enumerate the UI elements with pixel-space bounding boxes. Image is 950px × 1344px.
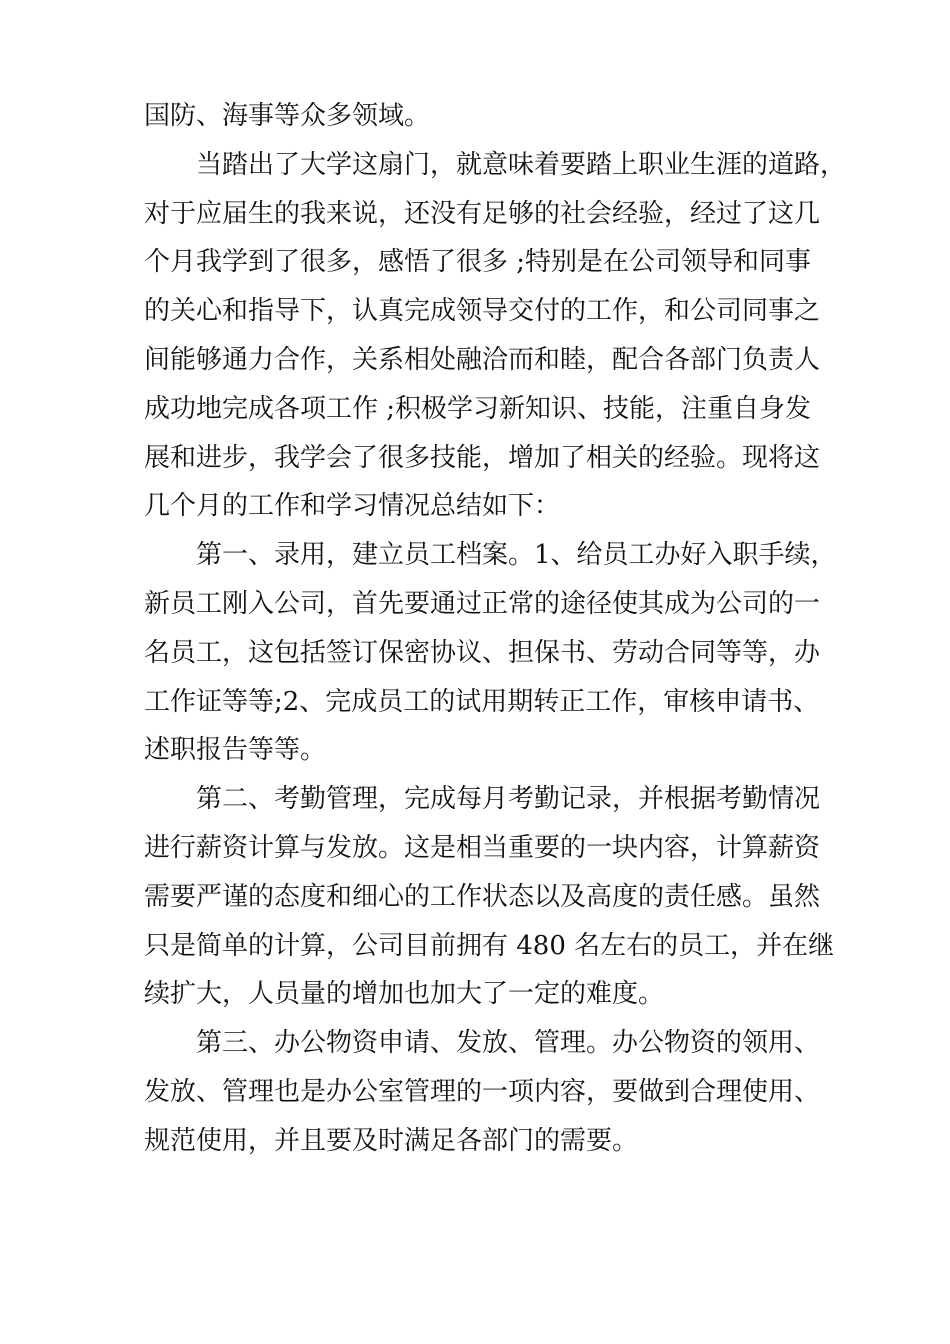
text-line: 只是简单的计算，公司目前拥有 480 名左右的员工，并在继 — [144, 930, 835, 961]
text-line: 几个月的工作和学习情况总结如下： — [144, 491, 561, 522]
body-text — [144, 92, 847, 1166]
text-line: 间能够通力合作，关系相处融洽而和睦，配合各部门负责人 — [144, 344, 821, 375]
text-line: 发放、管理也是办公室管理的一项内容，要做到合理使用、 — [144, 1076, 821, 1107]
text-line: 展和进步，我学会了很多技能，增加了相关的经验。现将这 — [144, 442, 821, 473]
text-line: 新员工刚入公司，首先要通过正常的途径使其成为公司的一 — [144, 588, 821, 619]
paragraph-start-line: 当踏出了大学这扇门，就意味着要踏上职业生涯的道路， — [196, 149, 847, 180]
text-line: 续扩大，人员量的增加也加大了一定的难度。 — [144, 979, 665, 1010]
text-line: 成功地完成各项工作 ;积极学习新知识、技能，注重自身发 — [144, 393, 812, 424]
text-line: 国防、海事等众多领域。 — [144, 101, 431, 131]
text-line: 对于应届生的我来说，还没有足够的社会经验，经过了这几 — [144, 198, 821, 229]
text-line: 需要严谨的态度和细心的工作状态以及高度的责任感。虽然 — [144, 881, 821, 912]
text-line: 个月我学到了很多，感悟了很多 ;特别是在公司领导和同事 — [144, 247, 812, 278]
paragraph-start-line: 第二、考勤管理，完成每月考勤记录，并根据考勤情况 — [196, 784, 821, 815]
text-line: 工作证等等;2、完成员工的试用期转正工作，审核申请书、 — [144, 686, 820, 717]
text-line: 述职报告等等。 — [144, 735, 327, 766]
paragraph-start-line: 第一、录用，建立员工档案。1、给员工办好入职手续， — [196, 540, 837, 571]
text-line: 名员工，这包括签订保密协议、担保书、劳动合同等等，办 — [144, 637, 821, 668]
text-line: 进行薪资计算与发放。这是相当重要的一块内容，计算薪资 — [144, 832, 821, 863]
text-line: 规范使用，并且要及时满足各部门的需要。 — [144, 1125, 639, 1156]
paragraph-start-line: 第三、办公物资申请、发放、管理。办公物资的领用、 — [196, 1028, 821, 1059]
text-line: 的关心和指导下，认真完成领导交付的工作，和公司同事之 — [144, 296, 821, 327]
